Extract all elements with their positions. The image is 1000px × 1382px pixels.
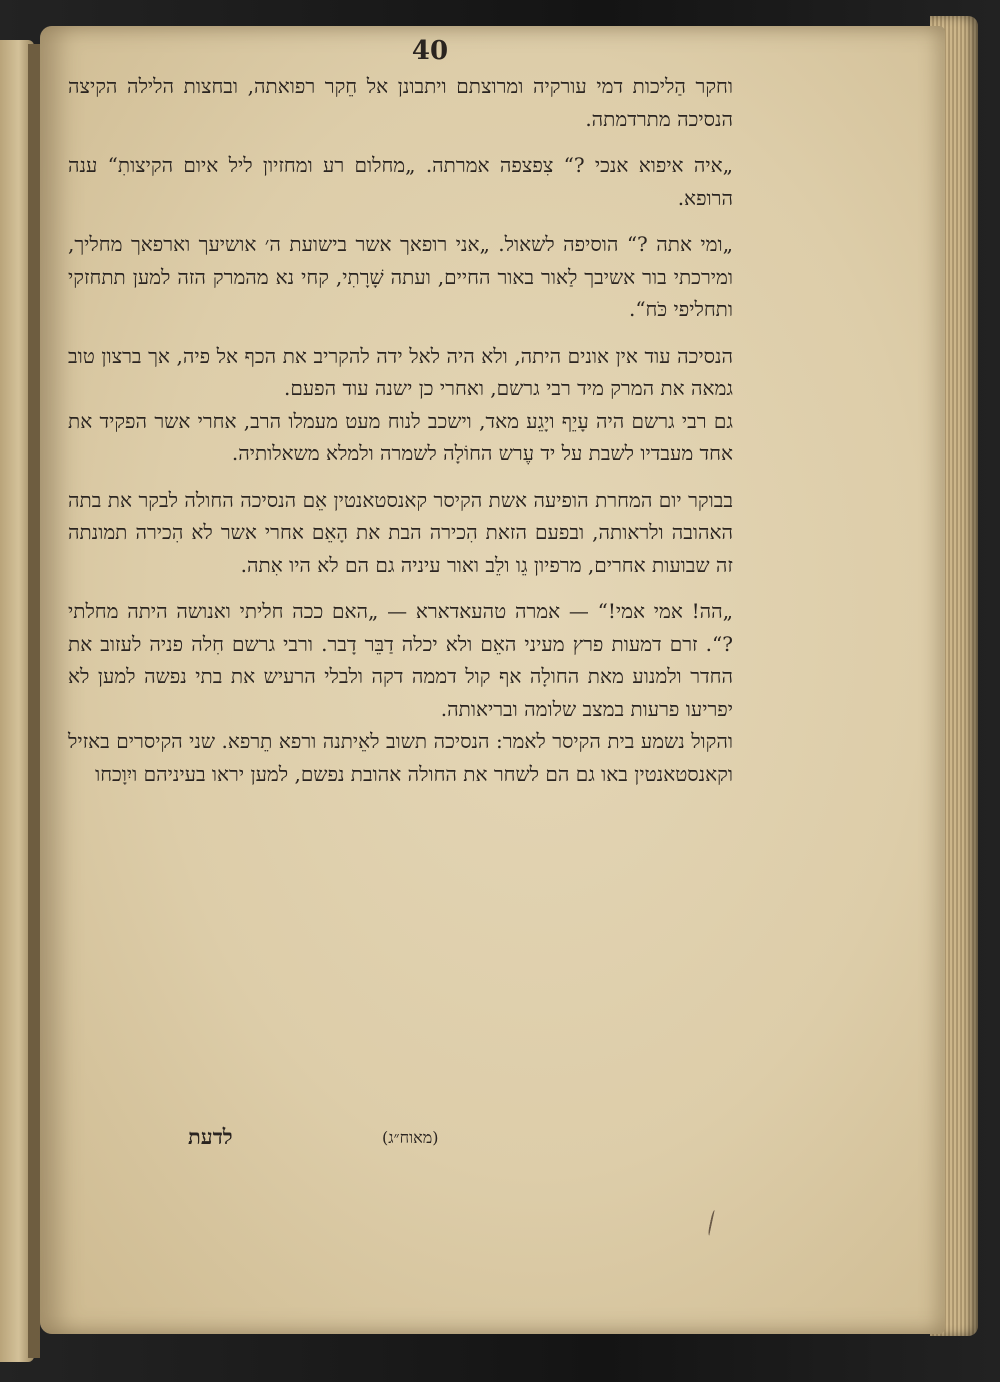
body-text [68,70,733,790]
paragraph-gap [68,470,733,484]
catchword: לדעת [188,1124,233,1149]
paragraph-gap [68,326,733,340]
paragraph-gap [68,135,733,149]
paragraph-gap [68,581,733,595]
paragraph-gap [68,214,733,228]
book-gutter [28,44,40,1358]
pencil-mark [707,1210,717,1236]
book-page [40,26,945,1334]
paragraph: והקול נשמע בית הקיסר לאמר: הנסיכה תשוב לאֵיתנה ורפא תֵרפא. שני הקיסרים באזיל וקאנסטאנטין באו גם הם לשחר את החולה אהובת נפשם, למען יראו בעיניהם ויִוָכחו [68,729,733,786]
paragraph: בבוקר יום המחרת הופיעה אשת הקיסר קאנסטאנטין אֵם הנסיכה החולה לבקר את בתה האהובה ולראותה, ובפעם הזאת הִכירה הבת את הָאֵם אחרי אשר לא הִכירה תמונתה זה שבועות אחרים, מרפיון גֵו ולֵב ואור עיניה גם הם לא היו אִתה. [68,487,733,577]
page-footer [68,1124,733,1160]
page-number: 40 [411,36,449,66]
paragraph: הנסיכה עוד אין אונים היתה, ולא היה לאל ידה להקריב את הכף אל פיה, אך ברצון טוב גמאה את המרק מיד רבי גרשם, ואחרי כן ישנה עוד הפעם. [68,343,733,400]
footnote-marker: (מאוח״ג) [382,1128,439,1147]
paragraph: „איה איפוא אנכי ?“ צִפצפה אמרתה. „מחלום רע ומחזיון ליל איום הקיצותִ“ ענה הרופא. [68,153,733,210]
paragraph: „ומי אתה ?“ הוסיפה לשאול. „אני רופאך אשר בישועת ה׳ אושיעך וארפאך מחליך, ומירכתי בור אשיבך לַאור באור החיים, ועתה שָׁרָתִי, קחי נא מהמרק הזה למען תתחזקי ותחליפי כֹּח“. [68,232,733,321]
paragraph: גם רבי גרשם היה עָיֵף ויָגֵע מאד, וישכב לנוח מעט מעמלו הרב, אחרי אשר הפקיד את אחד מעבדיו לשבת על יד עֶרש החוֹלָה לשמרה ולמלא משאלותיה. [68,408,733,465]
paragraph: וחקר הַליכות דמי עורקיה ומרוצתם ויתבונן אל חֵקר רפואתה, ובחצות הלילה הקיצה הנסיכה מתרדמתה. [68,74,733,131]
paragraph: „הה! אמי אמי!“ — אמרה טהעאדארא — „האם ככה חליתי ואנושה היתה מחלתי ?“. זרם דמעות פרץ מעיני האֵם ולא יכלה דַבֵּר דָבר. ורבי גרשם חִלה פניה לעזוב את החדר ולמנוע מאת החולָה אף קול דממה דקה ולבלי הרעיש את בתי נפשה למען לא יפריעו פרעות במצב שלומה ובריאותה. [68,599,733,721]
